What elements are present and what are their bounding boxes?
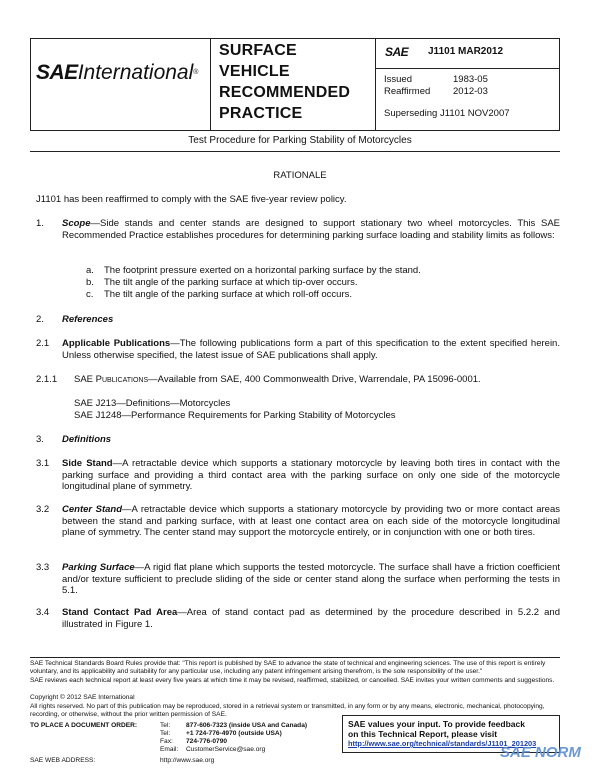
section-number: 2. [36,314,44,325]
issued-label: Issued [384,74,412,85]
header-divider [210,38,211,131]
subsection-number: 2.1.1 [36,374,58,385]
contact-value: +1 724-776-4970 (outside USA) [186,730,282,737]
definition-number: 3.4 [36,607,50,618]
feedback-link[interactable]: http://www.sae.org/technical/standards/J1101_201203 [348,739,537,748]
definition-paragraph: Stand Contact Pad Area—Area of stand contact pad as determined by the procedure described in 5.2.2 and illustrated in Figure 1. [62,607,560,630]
web-address-value: http://www.sae.org [160,757,215,764]
section-heading: Definitions [62,434,112,445]
superseding: Superseding J1101 NOV2007 [384,108,510,119]
sae-norm-watermark: SAE NORM [500,744,581,761]
web-address-label: SAE WEB ADDRESS: [30,757,96,764]
title-separator [30,151,560,152]
definition-paragraph: Parking Surface—A rigid flat plane which supports the tested motorcycle. The surface shall have a friction coefficient and/or texture sufficient to preclude sliding of the side or center stand along the surface when performing the tests in 5.1. [62,562,560,596]
sae-publications-paragraph: SAE Publications—Available from SAE, 400 Commonwealth Drive, Warrendale, PA 15096-0001. [74,374,481,385]
definition-number: 3.2 [36,504,50,515]
contact-value: CustomerService@sae.org [186,746,266,753]
reference-item: SAE J213—Definitions—Motorcycles [74,398,231,409]
definition-number: 3.1 [36,458,50,469]
list-item-marker: a. [86,265,94,276]
definition-paragraph: Center Stand—A retractable device which supports a stationary motorcycle by providing two or more contact areas between the stand and parking surface, with at least one contact area on each side of the motorcycle longitudinal plane of symmetry. The center stand may support the motorcycle entirely, or in conjunction with one or both tires. [62,504,560,538]
document-number: J1101 MAR2012 [428,46,504,57]
contact-label: Tel: [160,730,171,737]
reference-item: SAE J1248—Performance Requirements for Parking Stability of Motorcycles [74,410,396,421]
definition-paragraph: Side Stand—A retractable device which supports a stationary motorcycle by leaving both tires in contact with the parking surface and providing a third contact area with the parking surface on only one side of the motorcycle longitudinal plane of symmetry. [62,458,561,492]
subsection-heading: Applicable Publications [62,338,171,349]
sae-small-logo: SAE [385,45,409,59]
rationale-text: J1101 has been reaffirmed to comply with the SAE five-year review policy. [36,194,347,205]
list-item: The tilt angle of the parking surface at which tip-over occurs. [104,277,358,288]
feedback-text: on this Technical Report, please visit [348,729,498,739]
subsection-number: 2.1 [36,338,50,349]
footer-rules-text: SAE Technical Standards Board Rules provide that: "This report is published by SAE to advance the state of technical and engineering sciences. The use of this report is entirely voluntary, and its applicability and suitability for any particular use, including any patent infringement arising therefrom, is the sole responsibility of the user." [30,660,546,675]
contact-label: Fax: [160,738,173,745]
definition-term: Stand Contact Pad Area [62,607,178,618]
copyright: Copyright © 2012 SAE International [30,694,135,701]
document-type-title: SURFACE VEHICLE RECOMMENDED PRACTICE [219,42,351,122]
feedback-text: SAE values your input. To provide feedback [348,719,525,729]
footer-review-text: SAE reviews each technical report at least every five years at which time it may be revised, reaffirmed, stabilized, or cancelled. SAE invites your written comments and suggestions. [30,677,555,684]
subsection-heading: SAE Publications [74,374,149,385]
definition-term: Parking Surface [62,562,135,573]
order-label: TO PLACE A DOCUMENT ORDER: [30,722,138,729]
contact-label: Email: [160,746,179,753]
definition-number: 3.3 [36,562,50,573]
reaffirmed-value: 2012-03 [453,86,488,97]
contact-value: 724-776-0790 [186,738,228,745]
list-item-marker: c. [86,289,94,300]
section-number: 3. [36,434,44,445]
section-number: 1. [36,218,44,229]
header-divider [375,68,560,69]
section-heading: Scope [62,218,91,229]
definition-term: Center Stand [62,504,123,515]
scope-paragraph: Scope—Side stands and center stands are designed to support stationary two wheel motorcycles. This SAE Recommended Practice establishes procedures for determining parking surface loading and stability limits as follows: [62,218,560,241]
sae-international-logo: SAEInternational® [36,61,199,84]
header-divider [375,38,376,131]
reaffirmed-label: Reaffirmed [384,86,431,97]
rights-reserved-text: All rights reserved. No part of this publication may be reproduced, stored in a retrieval system or transmitted, in any form or by any means, electronic, mechanical, photocopying, recording, or otherwise, without the prior written permission of SAE. [30,703,545,718]
document-title: Test Procedure for Parking Stability of Motorcycles [188,135,412,146]
list-item: The footprint pressure exerted on a horizontal parking surface by the stand. [104,265,421,276]
section-heading: References [62,314,114,325]
rationale-heading: RATIONALE [273,170,327,181]
contact-value: 877-606-7323 (inside USA and Canada) [186,722,308,729]
contact-label: Tel: [160,722,171,729]
definition-term: Side Stand [62,458,113,469]
list-item-marker: b. [86,277,94,288]
issued-value: 1983-05 [453,74,488,85]
list-item: The tilt angle of the parking surface at which roll-off occurs. [104,289,353,300]
footer-separator [30,657,560,658]
applicable-publications-paragraph: Applicable Publications—The following publications form a part of this specification to the extent specified herein. Unless otherwise specified, the latest issue of SAE publications shall apply. [62,338,560,361]
